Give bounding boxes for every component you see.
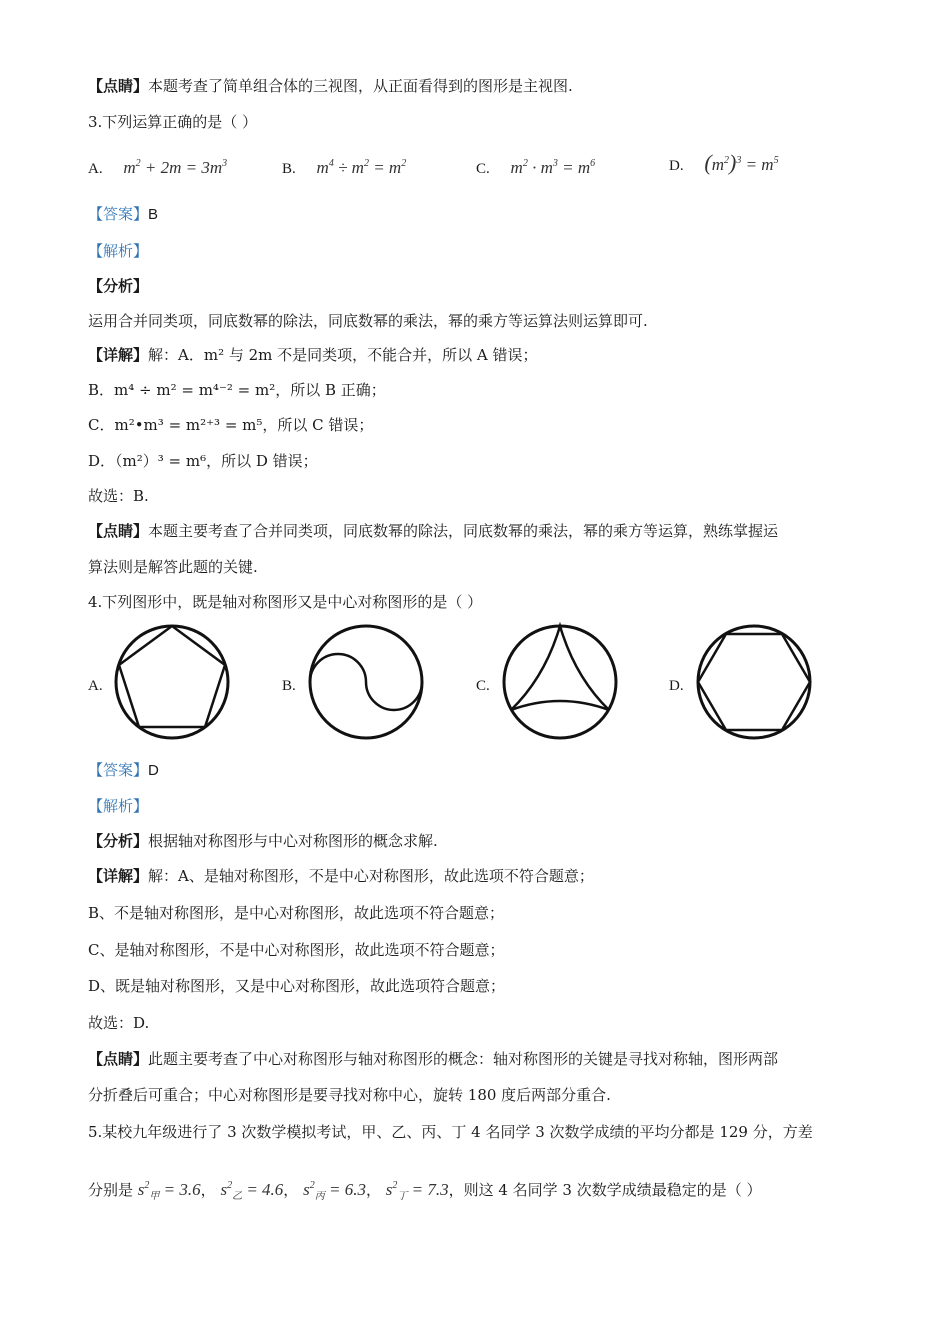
q4-dianjing-tag: 【点睛】 (88, 1050, 149, 1068)
q4-analysis-tag: 【解析】 (88, 797, 149, 815)
q3-option-a-expr: $m^2 + 2m = 3m^3$ (123, 158, 228, 177)
q3-detail-tag: 【详解】 (88, 346, 149, 364)
q4-answer-tag: 【答案】 (88, 761, 149, 779)
q5-prefix: 分别是 (88, 1181, 134, 1199)
q4-figure-b-yinyang-circle (306, 622, 426, 742)
q3-option-d-expr: $(m^2)^3 = m^5$ (704, 150, 779, 175)
q4-figure-a-pentagon-in-circle (112, 622, 232, 742)
q4-detail-tag: 【详解】 (88, 867, 149, 885)
q4-detail-line-2: B、不是轴对称图形，是中心对称图形，故此选项不符合题意； (88, 904, 505, 922)
q4-detail-line-5: 故选：D. (88, 1014, 150, 1032)
q3-option-b-expr: $m^4 \div m^2 = m^2$ (316, 158, 407, 177)
q3-option-c: C. $m^2 \cdot m^3 = m^6$ (476, 158, 596, 177)
q4-detail-line-4: D、既是轴对称图形，又是中心对称图形，故此选项符合题意； (88, 977, 506, 995)
q4-figure-d-hexagon-in-circle (694, 622, 814, 742)
q3-detail-line-1: 【详解】解：A．m² 与 2m 不是同类项，不能合并，所以 A 错误； (88, 346, 538, 364)
q4-option-c-label: C. (476, 678, 490, 694)
q2-dianjing-tag: 【点睛】 (88, 77, 149, 95)
q5-question-line-1: 5.某校九年级进行了 3 次数学模拟考试，甲、乙、丙、丁 4 名同学 3 次数学成绩的平均分都是 129 分，方差 (88, 1123, 813, 1141)
q3-option-d: D. $(m^2)^3 = m^5$ (669, 150, 779, 175)
q4-figure-c-curved-triangle (500, 622, 620, 742)
q3-answer-tag: 【答案】 (88, 205, 149, 223)
q2-dianjing (88, 76, 573, 96)
q3-dianjing-line-2: 算法则是解答此题的关键. (88, 558, 258, 576)
q5-question-line-2: 分别是 $s^2_甲 = 3.6$， $s^2_乙 = 4.6$， $s^2_丙 = 6.3$， $s^2_丁 = 7.3$，则这 4 名同学 3 次数学成绩最稳定的是（ ） (88, 1180, 762, 1202)
q4-question: 4.下列图形中，既是轴对称图形又是中心对称图形的是（ ） (88, 593, 483, 611)
q4-fenxi: 【分析】根据轴对称图形与中心对称图形的概念求解. (88, 832, 438, 850)
q5-variance-bing: $s^2_丙 = 6.3$ (303, 1180, 366, 1202)
q3-detail-line-3: C．m²•m³ = m²⁺³ = m⁵，所以 C 错误； (88, 416, 374, 434)
q3-fenxi-text: 运用合并同类项，同底数幂的除法，同底数幂的乘法，幂的乘方等运算法则运算即可. (88, 312, 648, 330)
q3-analysis-tag: 【解析】 (88, 242, 149, 260)
q4-option-d-label: D. (669, 678, 684, 694)
q3-detail-line-5: 故选：B. (88, 487, 149, 505)
q4-detail-line-1: 【详解】解：A、是轴对称图形，不是中心对称图形，故此选项不符合题意； (88, 867, 594, 885)
q4-answer-value: D (148, 762, 159, 779)
q5-variance-ding: $s^2_丁 = 7.3$ (385, 1180, 449, 1202)
q5-variance-jia: $s^2_甲 = 3.6$ (137, 1180, 201, 1202)
q4-answer (88, 760, 159, 781)
q4-dianjing-line-2: 分折叠后可重合；中心对称图形是要寻找对称中心，旋转 180 度后两部分重合. (88, 1086, 611, 1104)
q4-detail-line-3: C、是轴对称图形，不是中心对称图形，故此选项不符合题意； (88, 941, 505, 959)
q2-dianjing-text: 本题考查了简单组合体的三视图，从正面看得到的图形是主视图. (148, 77, 573, 95)
q5-variance-yi: $s^2_乙 = 4.6$ (220, 1180, 284, 1202)
q3-answer-value: B (148, 206, 159, 223)
q3-detail-line-4: D．（m²）³ = m⁶，所以 D 错误； (88, 452, 318, 470)
q4-option-b-label: B. (282, 678, 296, 694)
q3-dianjing-line-1: 【点睛】本题主要考查了合并同类项，同底数幂的除法，同底数幂的乘法，幂的乘方等运算，熟练掌握运 (88, 522, 779, 540)
q3-option-c-expr: $m^2 \cdot m^3 = m^6$ (510, 158, 596, 177)
q3-detail-line-2: B．m⁴ ÷ m² = m⁴⁻² = m²，所以 B 正确； (88, 381, 386, 399)
q3-answer (88, 204, 158, 225)
q4-dianjing-line-1: 【点睛】此题主要考查了中心对称图形与轴对称图形的概念：轴对称图形的关键是寻找对称轴，图形两部 (88, 1050, 779, 1068)
q3-fenxi-tag: 【分析】 (88, 277, 149, 295)
q3-option-b: B. $m^4 \div m^2 = m^2$ (282, 158, 407, 177)
q3-dianjing-tag: 【点睛】 (88, 522, 149, 540)
q4-option-a-label: A. (88, 678, 103, 694)
q4-fenxi-tag: 【分析】 (88, 832, 149, 850)
q3-question: 3.下列运算正确的是（ ） (88, 113, 258, 131)
q3-option-a: A. $m^2 + 2m = 3m^3$ (88, 158, 228, 177)
q5-suffix: ，则这 4 名同学 3 次数学成绩最稳定的是（ ） (448, 1181, 762, 1199)
